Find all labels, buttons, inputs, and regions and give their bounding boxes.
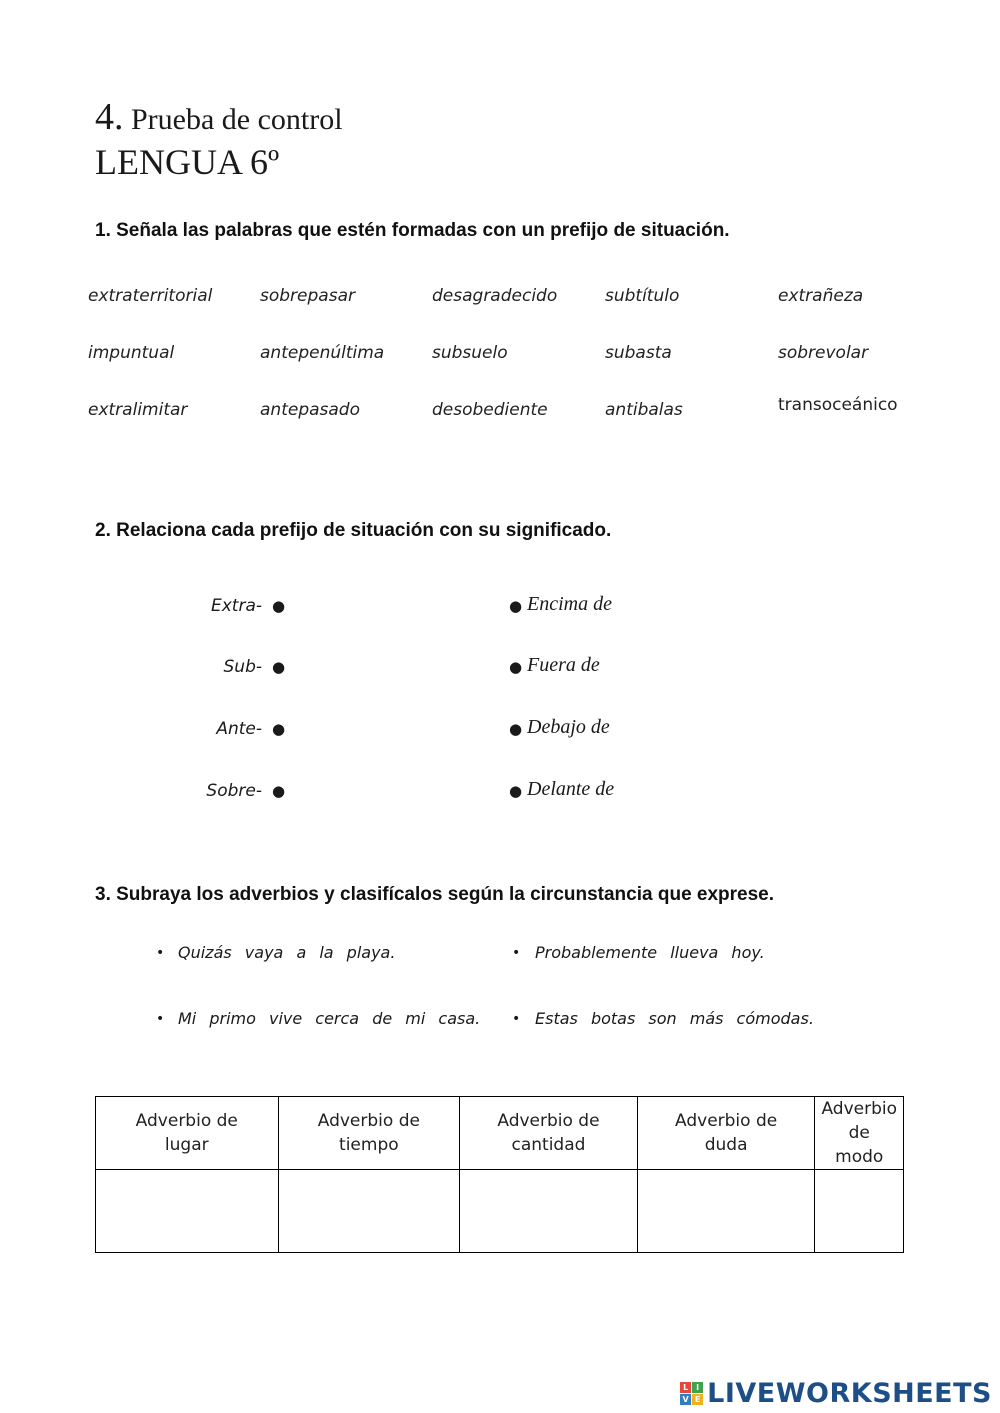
question-2-heading: 2. Relaciona cada prefijo de situación con su significado. <box>95 520 612 541</box>
table-header-cell: Adverbio de cantidad <box>460 1097 638 1170</box>
liveworksheets-logo <box>680 1378 992 1409</box>
match-dot-right[interactable]: ● <box>509 782 523 800</box>
word-option[interactable]: desobediente <box>432 400 548 420</box>
table-row <box>96 1170 904 1253</box>
word-option[interactable]: transoceánico <box>778 395 898 415</box>
match-dot-left[interactable]: ● <box>272 720 286 738</box>
logo-mark-icon: L I V E <box>680 1382 703 1405</box>
answer-cell-cantidad[interactable] <box>460 1170 638 1253</box>
answer-cell-duda[interactable] <box>637 1170 815 1253</box>
word-option[interactable]: desagradecido <box>432 286 558 306</box>
word-option[interactable]: extrañeza <box>778 286 864 306</box>
table-header-cell: Adverbio de modo <box>815 1097 904 1170</box>
bullet-icon: • <box>512 945 521 961</box>
meaning-label: Delante de <box>527 778 615 800</box>
prefix-label: Extra- <box>210 596 262 616</box>
word-option[interactable]: subtítulo <box>605 286 680 306</box>
match-dot-left[interactable]: ● <box>272 597 286 615</box>
meaning-label: Fuera de <box>527 654 600 676</box>
word-option[interactable]: sobrepasar <box>260 286 355 306</box>
table-header-cell: Adverbio de tiempo <box>278 1097 460 1170</box>
word-option[interactable]: extraterritorial <box>88 286 213 306</box>
table-header-cell: Adverbio de lugar <box>96 1097 279 1170</box>
sentence[interactable]: Probablemente llueva hoy. <box>535 943 765 962</box>
match-dot-left[interactable]: ● <box>272 658 286 676</box>
logo-text: LIVEWORKSHEETS <box>707 1378 992 1409</box>
meaning-label: Debajo de <box>527 716 610 738</box>
sentence[interactable]: Quizás vaya a la playa. <box>178 943 396 962</box>
word-option[interactable]: impuntual <box>88 343 175 363</box>
word-option[interactable]: antibalas <box>605 400 683 420</box>
worksheet-number: 4. <box>95 96 124 138</box>
question-1-heading: 1. Señala las palabras que estén formadas con un prefijo de situación. <box>95 220 730 241</box>
word-option[interactable]: sobrevolar <box>778 343 869 363</box>
answer-cell-tiempo[interactable] <box>278 1170 460 1253</box>
word-option[interactable]: antepasado <box>260 400 360 420</box>
word-option[interactable]: extralimitar <box>88 400 188 420</box>
table-header-row <box>96 1097 904 1170</box>
prefix-label: Sobre- <box>206 781 262 801</box>
page-title: LENGUA 6º <box>95 142 280 182</box>
match-dot-left[interactable]: ● <box>272 782 286 800</box>
prefix-label: Ante- <box>216 719 262 739</box>
word-option[interactable]: subasta <box>605 343 672 363</box>
adverb-classification-table <box>95 1096 904 1253</box>
table-header-cell: Adverbio de duda <box>637 1097 815 1170</box>
word-option[interactable]: subsuelo <box>432 343 508 363</box>
sentence[interactable]: Mi primo vive cerca de mi casa. <box>178 1009 481 1028</box>
match-dot-right[interactable]: ● <box>509 720 523 738</box>
worksheet-subtitle-text: Prueba de control <box>131 103 343 136</box>
bullet-icon: • <box>156 945 165 961</box>
question-3-heading: 3. Subraya los adverbios y clasifícalos según la circunstancia que exprese. <box>95 884 775 905</box>
answer-cell-lugar[interactable] <box>96 1170 279 1253</box>
worksheet-subtitle <box>95 98 343 136</box>
bullet-icon: • <box>156 1011 165 1027</box>
sentence[interactable]: Estas botas son más cómodas. <box>535 1009 814 1028</box>
answer-cell-modo[interactable] <box>815 1170 904 1253</box>
match-dot-right[interactable]: ● <box>509 658 523 676</box>
prefix-label: Sub- <box>223 657 262 677</box>
match-dot-right[interactable]: ● <box>509 597 523 615</box>
bullet-icon: • <box>512 1011 521 1027</box>
meaning-label: Encima de <box>527 593 612 615</box>
word-option[interactable]: antepenúltima <box>260 343 385 363</box>
